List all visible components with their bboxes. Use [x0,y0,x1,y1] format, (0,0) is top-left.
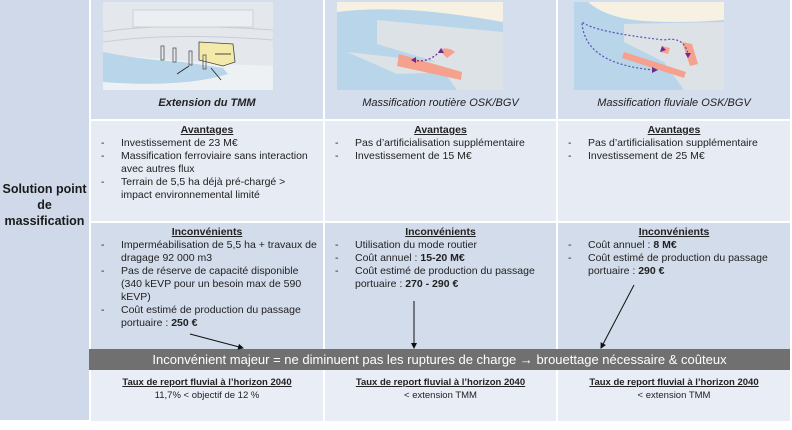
cost-value: 250 € [171,317,198,329]
list-item: - Pas de réserve de capacité disponible (340 kEVP pour un besoin max de 590 kEVP) [99,265,317,304]
list-item: - Imperméabilisation de 5,5 ha + travaux de dragage 92 000 m3 [99,239,317,265]
column-header-extension-tmm [89,0,323,119]
row-label: Solution point de massification [2,182,87,228]
list-item: - Coût estimé de production du passage portuaire : 250 € [99,304,317,330]
list-item: - Investissement de 15 M€ [333,150,550,163]
report-rate-value: < extension TMM [404,390,477,401]
list-item: - Coût estimé de production du passage portuaire : 270 - 290 € [333,265,550,291]
report-rate-cell [323,370,556,421]
advantages-title: Avantages [414,124,467,136]
inconvenients-list [558,239,790,278]
column-title: Massification fluviale OSK/BGV [597,97,751,109]
advantages-title: Avantages [647,124,701,136]
inconvenients-title: Inconvénients [638,226,710,238]
report-rate-cell [556,370,790,421]
column-title: Massification routière OSK/BGV [362,97,519,109]
inconvenients-cell [556,221,790,349]
cost-value: 15-20 M€ [420,252,465,264]
river-massification-map [574,2,724,90]
list-item: - Pas d’artificialisation supplémentaire [566,137,784,150]
advantages-list [91,137,323,202]
map-illustration-icon [574,2,724,90]
map-illustration-icon [337,2,503,90]
advantages-cell [556,119,790,221]
report-rate-cell [89,370,323,421]
advantages-cell [89,119,323,221]
report-rate-value: < extension TMM [637,390,711,401]
column-header-massification-routiere [323,0,556,119]
terminal-extension-map [103,2,273,90]
list-item: - Terrain de 5,5 ha déjà pré-chargé > impact environnemental limité [99,176,317,202]
report-rate-title: Taux de report fluvial à l’horizon 2040 [122,377,292,388]
advantages-list [558,137,790,163]
list-item: - Coût annuel : 8 M€ [566,239,784,252]
list-item: - Pas d’artificialisation supplémentaire [333,137,550,150]
cost-value: 290 € [638,265,665,277]
column-title: Extension du TMM [158,97,256,109]
inconvenients-cell [89,221,323,349]
advantages-title: Avantages [180,124,234,136]
list-item: - Coût annuel : 15-20 M€ [333,252,550,265]
cost-value: 270 - 290 € [405,278,459,290]
advantages-list [325,137,556,163]
inconvenients-cell [323,221,556,349]
report-rate-title: Taux de report fluvial à l’horizon 2040 [355,377,526,388]
list-item: - Investissement de 23 M€ [99,137,317,150]
report-rate-title: Taux de report fluvial à l’horizon 2040 [589,377,759,388]
inconvenients-list [91,239,323,330]
report-rate-value: 11,7% < objectif de 12 % [154,390,260,401]
list-item: - Massification ferroviaire sans interaction avec autres flux [99,150,317,176]
row-label-cell [0,0,89,420]
column-header-massification-fluviale [556,0,790,119]
list-item: - Utilisation du mode routier [333,239,550,252]
inconvenients-title: Inconvénients [171,226,243,238]
advantages-cell [323,119,556,221]
major-drawback-banner: Inconvénient majeur = ne diminuent pas les ruptures de charge → brouettage nécessaire & coûteux [89,349,790,370]
map-illustration-icon [103,2,273,90]
cost-value: 8 M€ [653,239,677,251]
list-item: - Investissement de 25 M€ [566,150,784,163]
inconvenients-list [325,239,556,291]
list-item: - Coût estimé de production du passage portuaire : 290 € [566,252,784,278]
road-massification-map [337,2,503,90]
inconvenients-title: Inconvénients [405,226,476,238]
